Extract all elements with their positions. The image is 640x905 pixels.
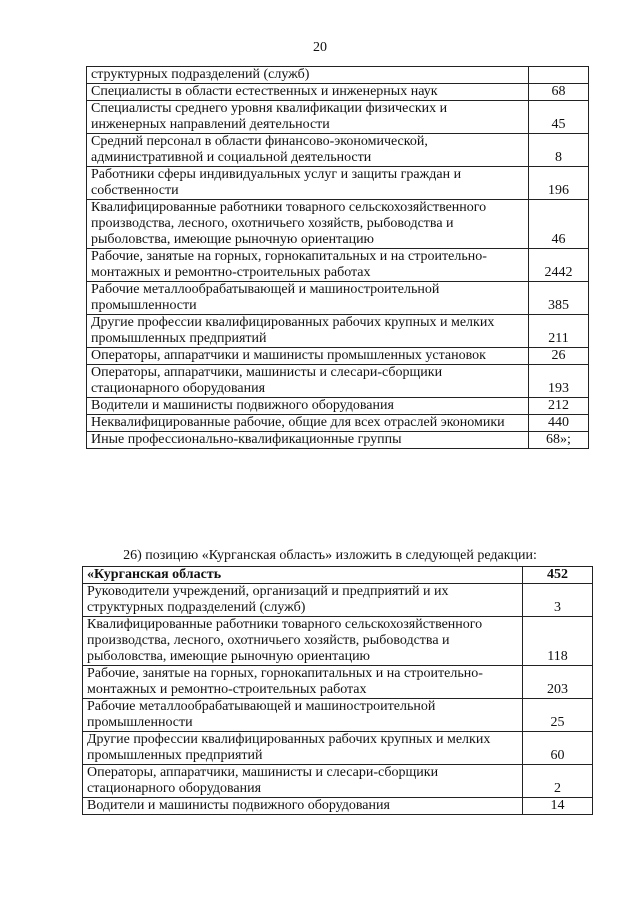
table-row bbox=[87, 200, 589, 249]
table-row bbox=[83, 765, 593, 798]
table-row bbox=[87, 398, 589, 415]
row-value: 25 bbox=[523, 699, 593, 732]
table-row bbox=[83, 798, 593, 815]
row-name: Водители и машинисты подвижного оборудования bbox=[83, 798, 523, 815]
row-value: 203 bbox=[523, 666, 593, 699]
row-value: 60 bbox=[523, 732, 593, 765]
table-row bbox=[83, 732, 593, 765]
table-row bbox=[87, 365, 589, 398]
row-name: Работники сферы индивидуальных услуг и защиты граждан и собственности bbox=[87, 167, 529, 200]
table-row bbox=[87, 249, 589, 282]
row-value: 385 bbox=[529, 282, 589, 315]
row-value: 2442 bbox=[529, 249, 589, 282]
table-row bbox=[87, 315, 589, 348]
row-name: Квалифицированные работники товарного сельскохозяйственного производства, лесного, охотничьего хозяйств, рыбоводства и рыболовства, имеющие рыночную ориентацию bbox=[83, 617, 523, 666]
row-value: 68 bbox=[529, 84, 589, 101]
row-name: Операторы, аппаратчики и машинисты промышленных установок bbox=[87, 348, 529, 365]
row-name: Квалифицированные работники товарного сельскохозяйственного производства, лесного, охотничьего хозяйств, рыбоводства и рыболовства, имеющие рыночную ориентацию bbox=[87, 200, 529, 249]
table-row bbox=[87, 101, 589, 134]
table-row bbox=[87, 67, 589, 84]
amendment-text: 26) позицию «Курганская область» изложить в следующей редакции: bbox=[123, 548, 537, 563]
table-header-row bbox=[83, 567, 593, 584]
row-name: Рабочие металлообрабатывающей и машиностроительной промышленности bbox=[87, 282, 529, 315]
row-value: 14 bbox=[523, 798, 593, 815]
row-name: Иные профессионально-квалификационные группы bbox=[87, 432, 529, 449]
row-name: Средний персонал в области финансово-экономической, административной и социальной деятельности bbox=[87, 134, 529, 167]
row-value: 2 bbox=[523, 765, 593, 798]
row-name: структурных подразделений (служб) bbox=[87, 67, 529, 84]
row-value: 68»; bbox=[529, 432, 589, 449]
row-value: 196 bbox=[529, 167, 589, 200]
row-name: Операторы, аппаратчики, машинисты и слесари-сборщики стационарного оборудования bbox=[83, 765, 523, 798]
row-value: 26 bbox=[529, 348, 589, 365]
row-name: Водители и машинисты подвижного оборудования bbox=[87, 398, 529, 415]
row-value: 193 bbox=[529, 365, 589, 398]
table-row bbox=[83, 584, 593, 617]
row-value: 118 bbox=[523, 617, 593, 666]
row-name: Руководители учреждений, организаций и предприятий и их структурных подразделений (служб) bbox=[83, 584, 523, 617]
row-name: Операторы, аппаратчики, машинисты и слесари-сборщики стационарного оборудования bbox=[87, 365, 529, 398]
region-total: 452 bbox=[523, 567, 593, 584]
amendment-instruction bbox=[0, 548, 640, 564]
row-name: Специалисты среднего уровня квалификации физических и инженерных направлений деятельности bbox=[87, 101, 529, 134]
table-row bbox=[87, 415, 589, 432]
table-row bbox=[83, 699, 593, 732]
table-row bbox=[87, 348, 589, 365]
table-row bbox=[87, 167, 589, 200]
table-row bbox=[87, 84, 589, 101]
row-value: 3 bbox=[523, 584, 593, 617]
row-name: Рабочие, занятые на горных, горнокапитальных и на строительно-монтажных и ремонтно-строительных работах bbox=[83, 666, 523, 699]
row-name: Рабочие металлообрабатывающей и машиностроительной промышленности bbox=[83, 699, 523, 732]
table-row bbox=[83, 617, 593, 666]
row-value: 211 bbox=[529, 315, 589, 348]
page-number: 20 bbox=[313, 40, 327, 55]
table-row bbox=[87, 282, 589, 315]
row-name: Другие профессии квалифицированных рабочих крупных и мелких промышленных предприятий bbox=[83, 732, 523, 765]
row-name: Рабочие, занятые на горных, горнокапитальных и на строительно-монтажных и ремонтно-строительных работах bbox=[87, 249, 529, 282]
row-value: 46 bbox=[529, 200, 589, 249]
kurgan-region-table bbox=[82, 566, 593, 815]
table-row bbox=[83, 666, 593, 699]
region-name: «Курганская область bbox=[83, 567, 523, 584]
occupation-table-continued bbox=[86, 66, 589, 449]
table-row bbox=[87, 134, 589, 167]
row-name: Другие профессии квалифицированных рабочих крупных и мелких промышленных предприятий bbox=[87, 315, 529, 348]
row-name: Специалисты в области естественных и инженерных наук bbox=[87, 84, 529, 101]
row-name: Неквалифицированные рабочие, общие для всех отраслей экономики bbox=[87, 415, 529, 432]
row-value: 212 bbox=[529, 398, 589, 415]
row-value: 8 bbox=[529, 134, 589, 167]
row-value: 440 bbox=[529, 415, 589, 432]
row-value bbox=[529, 67, 589, 84]
table-row bbox=[87, 432, 589, 449]
row-value: 45 bbox=[529, 101, 589, 134]
